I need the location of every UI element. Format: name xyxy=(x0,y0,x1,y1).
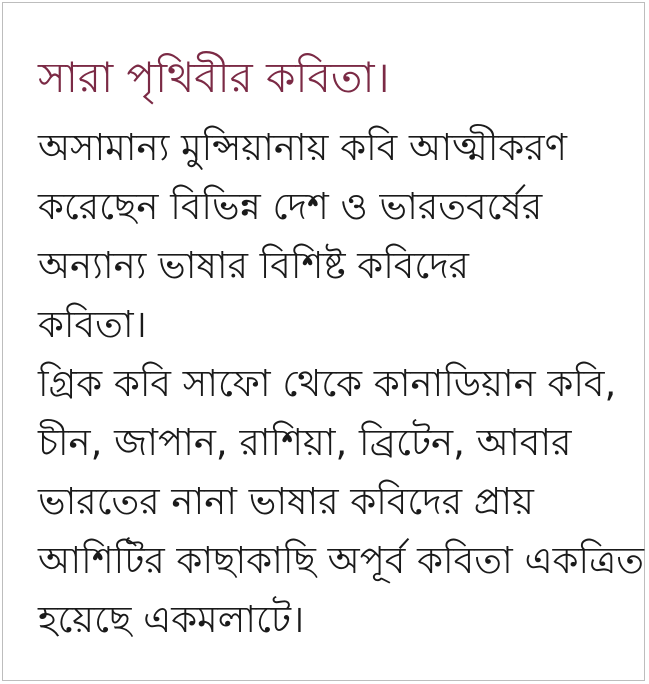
paragraph-1 xyxy=(38,118,628,354)
text-line: হয়েছে একমলাটে। xyxy=(38,598,305,641)
text-line: করেছেন বিভিন্ন দেশ ও ভারতবর্ষের xyxy=(38,185,543,228)
text-line: আশিটির কাছাকাছি অপূর্ব কবিতা একত্রিত xyxy=(38,539,645,582)
text-line: অসামান্য মুন্সিয়ানায় কবি আত্মীকরণ xyxy=(38,126,568,169)
text-line: কবিতা। xyxy=(38,303,147,346)
text-line: গ্রিক কবি সাফো থেকে কানাডিয়ান কবি, xyxy=(38,362,617,405)
text-line: অন্যান্য ভাষার বিশিষ্ট কবিদের xyxy=(38,244,470,287)
heading: সারা পৃথিবীর কবিতা। xyxy=(38,53,390,102)
text-line: ভারতের নানা ভাষার কবিদের প্রায় xyxy=(38,480,534,523)
text-line: চীন, জাপান, রাশিয়া, ব্রিটেন, আবার xyxy=(38,421,572,464)
paragraph-2 xyxy=(38,354,645,649)
text-block xyxy=(38,38,645,649)
